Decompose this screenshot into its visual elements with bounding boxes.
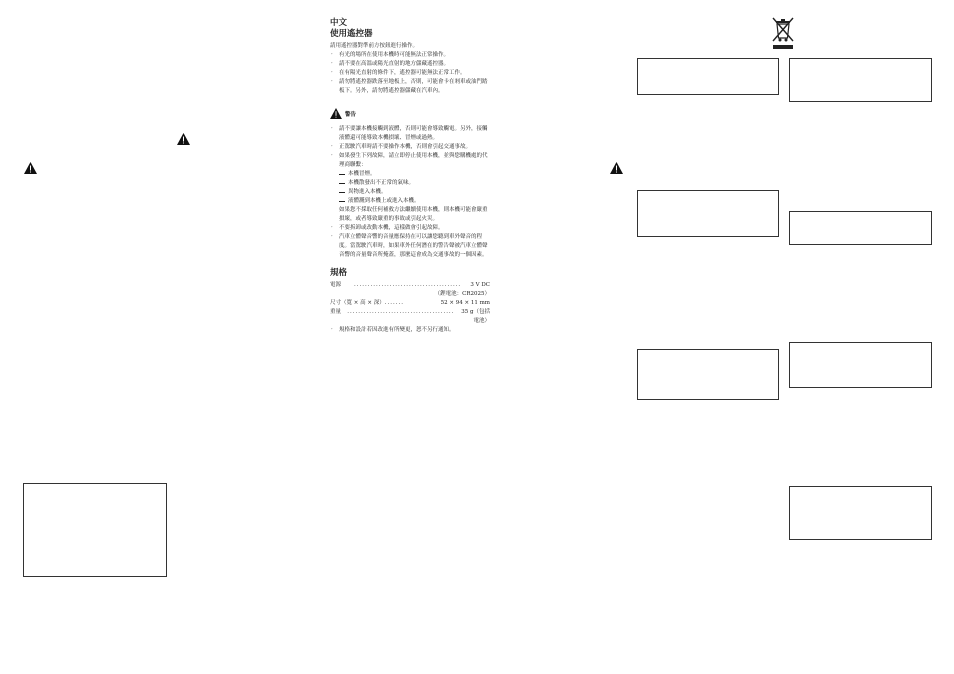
spec-note-list — [330, 326, 490, 335]
blank-frame — [789, 211, 932, 245]
list-item: 液體濺到本機上或進入本機。 — [339, 197, 490, 206]
list-item: 異物進入本機。 — [339, 188, 490, 197]
spec-row — [330, 281, 490, 290]
spec-note: · 規格和設計若因改進有所變更，恕不另行通知。 — [330, 326, 490, 335]
fault-note: 如果您不採取任何補救方法繼續使用本機，則本機可能會嚴重損壞，或者導致嚴重的事故或引起火災。 — [339, 207, 488, 222]
spec-value: （鋰電池：CR2025） — [434, 291, 490, 297]
blank-frame — [637, 190, 779, 237]
spec-label: 尺寸（寬 × 高 × 深） — [330, 300, 385, 306]
more-warning-list — [330, 224, 490, 260]
spec-value: 52 × 94 × 11 mm — [440, 300, 490, 306]
blank-frame — [789, 342, 932, 388]
chinese-section — [330, 18, 490, 335]
intro-text: 請用遙控器對準前方按鈕進行操作。 — [330, 43, 419, 49]
blank-frame — [637, 349, 779, 400]
section-title: 使用遙控器 — [330, 29, 373, 39]
spec-value: 35 g（包括電池） — [461, 309, 490, 324]
list-item: · 汽車立體聲音響的音量應保持在可以讓您聽到車外聲音的程度。當駕駛汽車時，如果車外任何潛在的警告聲被汽車立體聲音響的音量聲音所掩蓋，那麼這會成為交通事故的一個因素。 — [330, 233, 490, 260]
warning-label: 警告 — [345, 111, 357, 118]
list-item: · 有光的場所在使用本機時可能無法正常操作。 — [330, 51, 490, 60]
blank-frame — [789, 58, 932, 102]
spec-leader: ....................................... — [354, 282, 462, 288]
list-item: · 在有陽光直射的條件下，遙控器可能無法正常工作。 — [330, 69, 490, 78]
list-item: · 不要拆卸或改動本機，這樣做會引起故障。 — [330, 224, 490, 233]
weee-crossed-bin-icon — [771, 16, 795, 50]
spec-label: 重量 — [330, 309, 342, 315]
list-item: · 請不要在高溫或陽光直射的地方儲藏遙控器。 — [330, 60, 490, 69]
warning-list — [330, 125, 490, 170]
spec-value: 3 V DC — [470, 282, 490, 288]
blank-frame — [23, 483, 167, 577]
list-item: · 請不要讓本機接觸到液體，否則可能會導致觸電。另外，接觸液體還可能導致本機損壞、冒煙或過熱。 — [330, 125, 490, 143]
list-item: 本機散發出不正常的氣味。 — [339, 179, 490, 188]
list-item: · 請勿將遙控器跌落至地板上，否則，可能會卡在剎車或油門踏板下。另外，請勿將遙控器儲藏在汽車內。 — [330, 78, 490, 96]
fault-list — [330, 170, 490, 206]
blank-frame — [789, 486, 932, 540]
spec-leader: ....... — [384, 300, 404, 306]
language-heading: 中文 — [330, 18, 348, 28]
spec-leader: ....................................... — [347, 309, 455, 315]
spec-title: 規格 — [330, 268, 348, 278]
list-item: · 正駕駛汽車時請不要操作本機，否則會引起交通事故。 — [330, 143, 490, 152]
warning-triangle-icon — [330, 104, 342, 123]
spec-label: 電源 — [330, 282, 342, 288]
warning-heading — [330, 104, 490, 123]
warning-triangle-icon — [24, 162, 38, 175]
warning-triangle-icon — [610, 162, 624, 175]
list-item: · 如果發生下列故障，請立即停止使用本機，並與您購機處的代理商聯繫： — [330, 152, 490, 170]
spec-row — [330, 299, 490, 308]
warning-triangle-icon — [177, 133, 191, 146]
blank-frame — [637, 58, 779, 95]
spec-row — [330, 308, 490, 326]
caution-list — [330, 51, 490, 96]
list-item: 本機冒煙。 — [339, 170, 490, 179]
